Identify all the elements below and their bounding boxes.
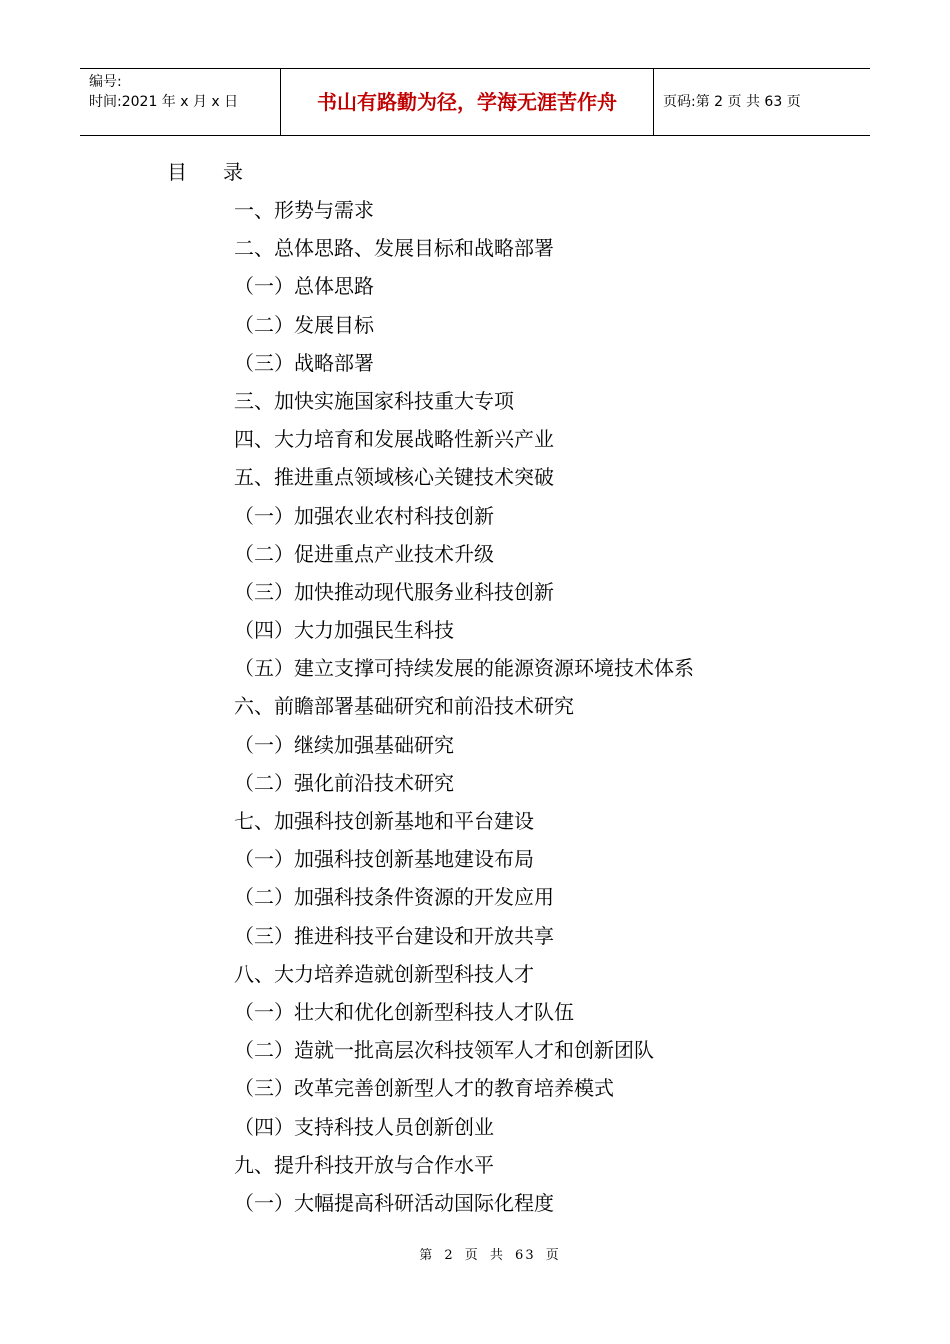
- toc-item: 一、形势与需求: [234, 198, 374, 222]
- toc-item: 六、前瞻部署基础研究和前沿技术研究: [234, 694, 574, 719]
- toc-item: 二、总体思路、发展目标和战略部署: [234, 236, 554, 261]
- toc-item: （二）造就一批高层次科技领军人才和创新团队: [234, 1038, 654, 1063]
- toc-item: （一）加强科技创新基地建设布局: [234, 847, 534, 872]
- toc-item: （一）加强农业农村科技创新: [234, 503, 494, 528]
- header-number-label: 编号:: [89, 74, 122, 90]
- toc-item: （三）推进科技平台建设和开放共享: [234, 923, 554, 948]
- toc-item: （五）建立支撑可持续发展的能源资源环境技术体系: [234, 656, 694, 681]
- toc-item: （一）总体思路: [234, 274, 374, 299]
- toc-item: 五、推进重点领域核心关键技术突破: [234, 465, 554, 490]
- toc-item: 七、加强科技创新基地和平台建设: [234, 809, 534, 833]
- toc-item: 九、提升科技开放与合作水平: [234, 1152, 494, 1177]
- toc-item: （一）壮大和优化创新型科技人才队伍: [234, 999, 574, 1024]
- toc-item: （二）发展目标: [234, 312, 374, 337]
- toc-item: 四、大力培育和发展战略性新兴产业: [234, 427, 554, 452]
- toc-item: （四）大力加强民生科技: [234, 618, 454, 643]
- table-of-contents: [0, 196, 950, 1227]
- header-motto: 书山有路勤为径，学海无涯苦作舟: [281, 69, 654, 135]
- toc-item: （一）继续加强基础研究: [234, 732, 454, 757]
- toc-item: 八、大力培养造就创新型科技人才: [234, 961, 534, 986]
- toc-item: （三）战略部署: [234, 350, 374, 375]
- header-meta: [80, 69, 281, 135]
- toc-item: （二）强化前沿技术研究: [234, 770, 454, 795]
- header-time-label: 时间:2021 年 x 月 x 日: [89, 94, 239, 110]
- header-page-info: 页码:第 2 页 共 63 页: [663, 94, 801, 110]
- document-header: [80, 68, 870, 136]
- toc-item: （二）加强科技条件资源的开发应用: [234, 885, 554, 910]
- toc-item: （三）加快推动现代服务业科技创新: [234, 579, 554, 604]
- toc-item: （三）改革完善创新型人才的教育培养模式: [234, 1076, 614, 1101]
- toc-title: 目录: [167, 160, 279, 184]
- page-footer: 第 2 页 共 63 页: [419, 1248, 561, 1263]
- toc-item: （四）支持科技人员创新创业: [234, 1114, 494, 1139]
- toc-item: （一）大幅提高科研活动国际化程度: [234, 1190, 554, 1215]
- toc-item: （二）促进重点产业技术升级: [234, 541, 494, 566]
- toc-item: 三、加快实施国家科技重大专项: [234, 388, 514, 413]
